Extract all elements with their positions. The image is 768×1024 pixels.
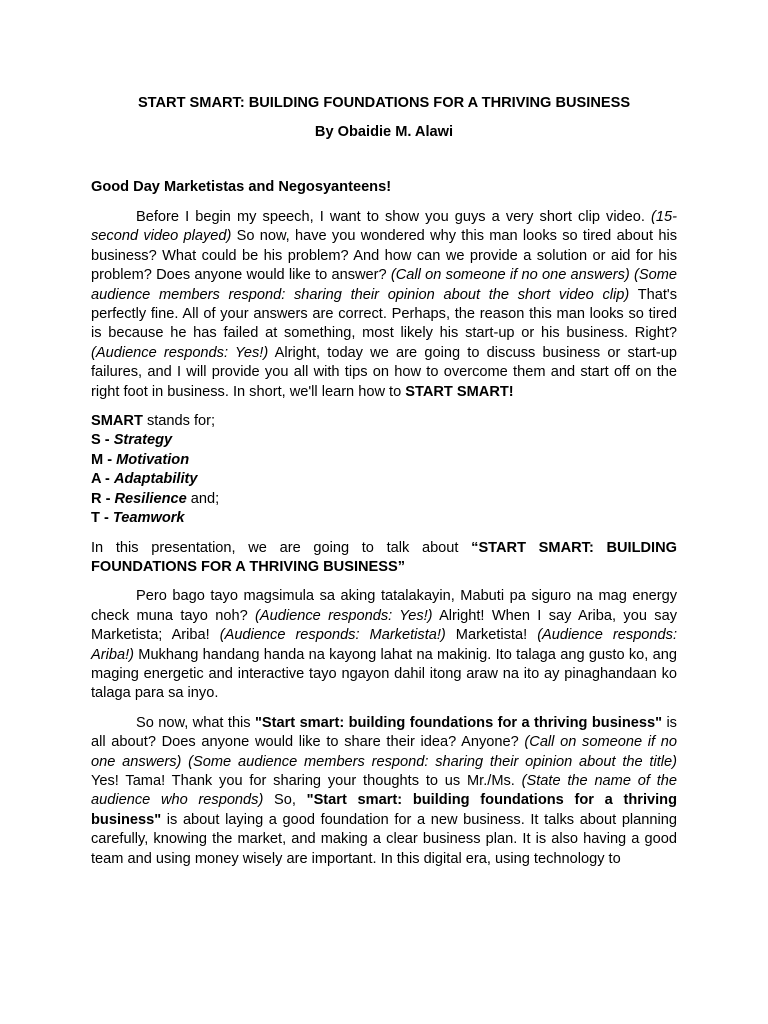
smart-intro: SMART stands for; <box>91 413 216 430</box>
smart-item-s: S - Strategy <box>91 432 173 449</box>
paragraph-presentation: In this presentation, we are going to talk about “START SMART: BUILDING FOUNDATIONS FOR A THRIVING BUSINESS” <box>91 539 678 575</box>
paragraph-about: So now, what this "Start smart: building foundations for a thriving business" is all about? Does anyone would like to share their idea? Anyone? (Call on someone if no one answers) (Some audience members respond: sharing their opinion about the title) Yes! Tama! Thank you for sharing your thoughts to us Mr./Ms. (State the name of the audience who responds) So, "Start smart: building foundations for a thriving business" is about laying a good foundation for a new business. It talks about planning carefully, knowing the market, and making a clear business plan. It is also having a good team and using money wisely are important. In this digital era, using technology to <box>91 714 678 867</box>
smart-item-m: M - Motivation <box>91 451 190 468</box>
greeting: Good Day Marketistas and Negosyanteens! <box>91 179 392 195</box>
document-author: By Obaidie M. Alawi <box>314 124 454 140</box>
smart-item-r: R - Resilience and; <box>91 490 220 507</box>
document-title: START SMART: BUILDING FOUNDATIONS FOR A THRIVING BUSINESS <box>137 95 631 111</box>
paragraph-intro: Before I begin my speech, I want to show you guys a very short clip video. (15-second video played) So now, have you wondered why this man looks so tired about his business? What could be his problem? And how can we provide a solution or aid for his problem? Does anyone would like to answer? (Call on someone if no one answers) (Some audience members respond: sharing their opinion about the short video clip) That's perfectly fine. All of your answers are correct. Perhaps, the reason this man looks so tired is because he has failed at something, most likely his start-up or his business. Right? (Audience responds: Yes!) Alright, today we are going to discuss business or start-up failures, and I will provide you all with tips on how to overcome them and start off on the right foot in business. In short, we'll learn how to START SMART! <box>91 209 678 400</box>
paragraph-energy-check: Pero bago tayo magsimula sa aking tatalakayin, Mabuti pa siguro na mag energy check muna tayo noh? (Audience responds: Yes!) Alright! When I say Ariba, you say Marketista; Ariba! (Audience responds: Marketista!) Marketista! (Audience responds: Ariba!) Mukhang handang handa na kayong lahat na makinig. Ito talaga ang gusto ko, ang maging energetic and interactive tayo ngayon dahil itong araw na ito ay pinaghandaan ko talaga para sa inyo. <box>91 588 678 702</box>
smart-item-t: T - Teamwork <box>91 510 185 527</box>
smart-item-a: A - Adaptability <box>91 471 198 488</box>
